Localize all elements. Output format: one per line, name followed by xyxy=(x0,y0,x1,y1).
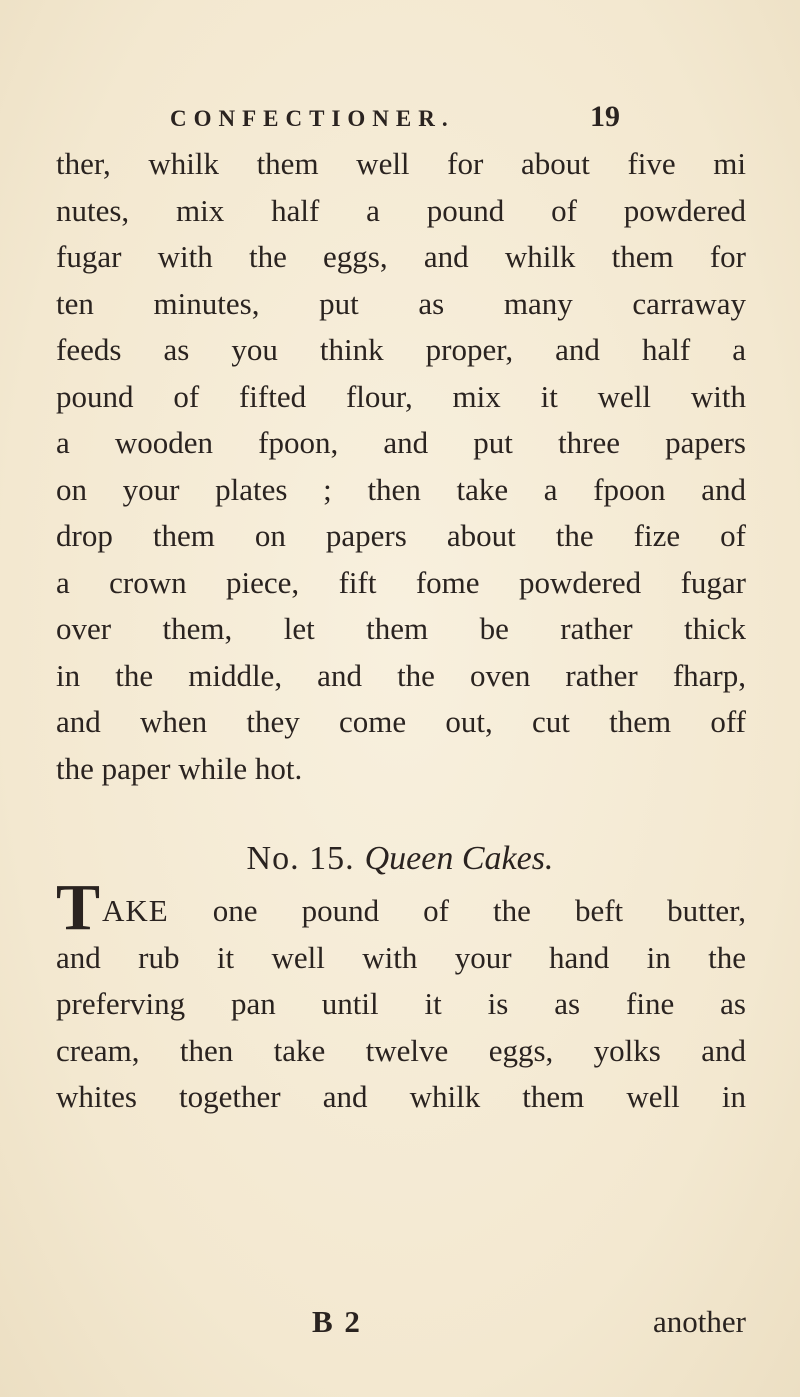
text-line: pound of fifted flour, mix it well with xyxy=(56,378,746,414)
running-head: CONFECTIONER. xyxy=(170,106,455,131)
text-line: cream, then take twelve eggs, yolks and xyxy=(56,1032,746,1068)
drop-cap: T xyxy=(56,871,101,944)
text-line: whites together and whilk them well in xyxy=(56,1079,746,1114)
text-line: drop them on papers about the fize of xyxy=(56,518,746,553)
text-line: the paper while hot. xyxy=(56,750,303,786)
text-line: ther, whilk them well for about five mi xyxy=(56,146,746,181)
recipe-paragraph xyxy=(56,871,746,1121)
text-line: fugar with the eggs, and whilk them for xyxy=(56,239,746,274)
text-line: in the middle, and the oven rather fharp, xyxy=(56,657,746,693)
catchword: another xyxy=(653,1304,746,1339)
recipe-title: Queen Cakes. xyxy=(364,840,554,877)
signature-mark: B 2 xyxy=(312,1304,362,1339)
text-line: feeds as you think proper, and half a xyxy=(56,332,746,367)
text-line: and when they come out, cut them off xyxy=(56,704,746,739)
text-line: nutes, mix half a pound of powdered xyxy=(56,192,746,228)
first-line-rest: one pound of the beft butter, xyxy=(212,893,746,928)
paragraph-continued xyxy=(56,141,746,792)
recipe-heading xyxy=(0,840,800,878)
page-footer xyxy=(56,1304,746,1350)
first-word-rest: AKE xyxy=(102,893,169,928)
text-line: a crown piece, fift fome powdered fugar xyxy=(56,564,746,600)
page-header xyxy=(170,100,620,134)
text-line: and rub it well with your hand in the xyxy=(56,939,746,975)
text-line: ten minutes, put as many carraway xyxy=(56,285,746,321)
text-line: over them, let them be rather thick xyxy=(56,611,746,646)
page-number: 19 xyxy=(590,100,620,133)
text-line: on your plates ; then take a fpoon and xyxy=(56,471,746,507)
text-line-first xyxy=(56,871,746,944)
text-line: a wooden fpoon, and put three papers xyxy=(56,425,746,460)
text-line: preferving pan until it is as fine as xyxy=(56,986,746,1021)
recipe-number: No. 15. xyxy=(246,840,355,877)
